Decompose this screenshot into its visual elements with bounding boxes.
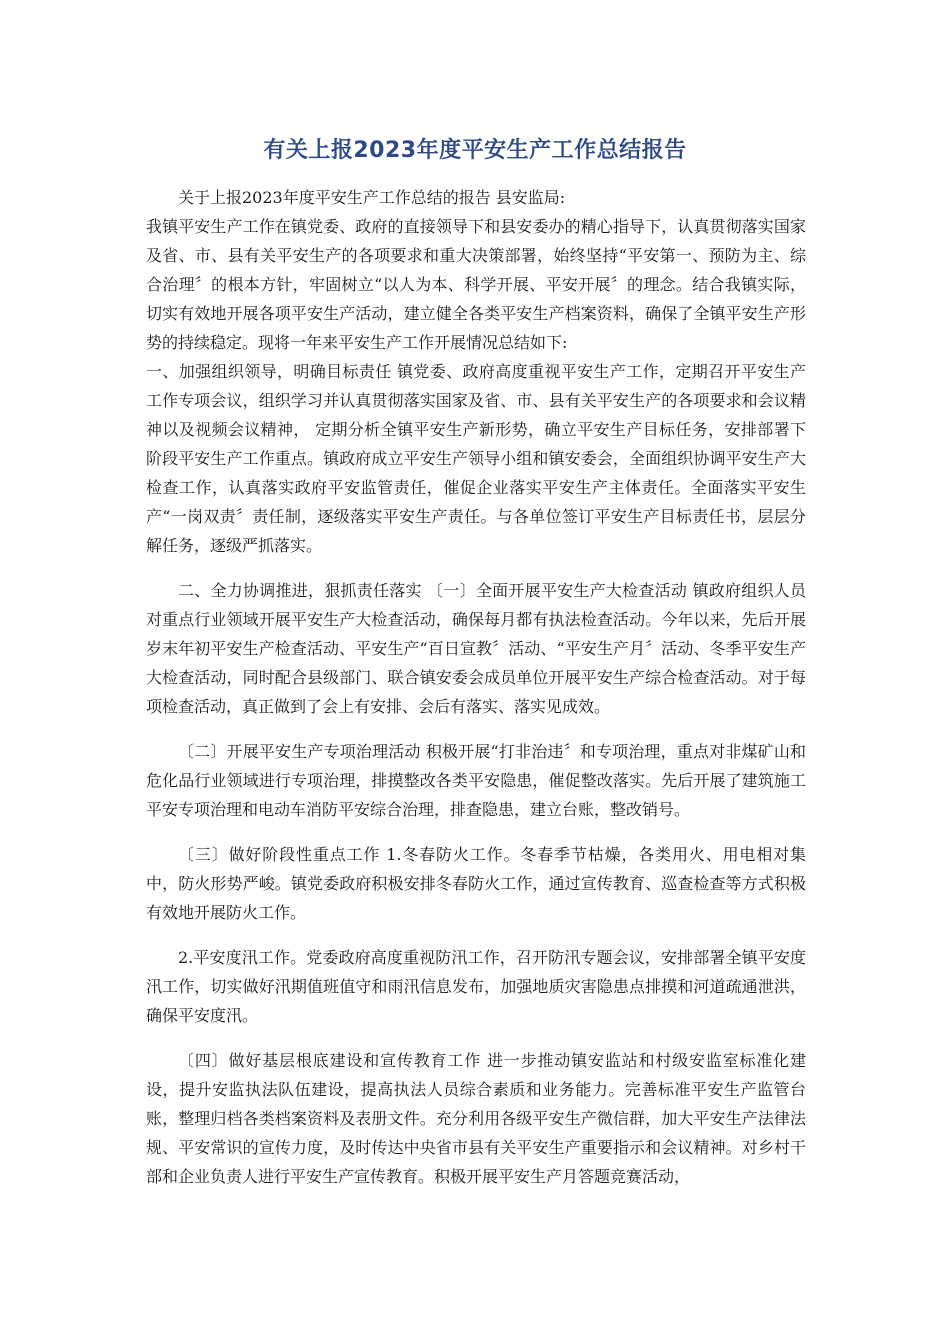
document-body <box>146 183 806 1191</box>
paragraph-section-one: 一、加强组织领导，明确目标责任 镇党委、政府高度重视平安生产工作，定期召开平安生产工作专项会议，组织学习并认真贯彻落实国家及省、市、县有关平安生产的各项要求和会议精神以及视频会议精神， 定期分析全镇平安生产新形势，确立平安生产目标任务，安排部署下阶段平安生产工作重点。镇政府成立平安生产领导小组和镇安委会，全面组织协调平安生产大检查工作，认真落实政府平安监管责任，催促企业落实平安生产主体责任。全面落实平安生产“一岗双责〞责任制，逐级落实平安生产责任。与各单位签订平安生产目标责任书，层层分解任务，逐级严抓落实。 <box>146 362 806 555</box>
paragraph-item-four: 〔四〕做好基层根底建设和宣传教育工作 进一步推动镇安监站和村级安监室标准化建设，提升安监执法队伍建设，提高执法人员综合素质和业务能力。完善标准平安生产监管台账，整理归档各类档案资料及表册文件。充分利用各级平安生产微信群，加大平安生产法律法规、平安常识的宣传力度，及时传达中央省市县有关平安生产重要指示和会议精神。对乡村干部和企业负责人进行平安生产宣传教育。积极开展平安生产月答题竞赛活动， <box>146 1051 806 1186</box>
paragraph-intro: 我镇平安生产工作在镇党委、政府的直接领导下和县安委办的精心指导下，认真贯彻落实国家及省、市、县有关平安生产的各项要求和重大决策部署，始终坚持“平安第一、预防为主、综合治理〞的根本方针，牢固树立“以人为本、科学开展、平安开展〞的理念。结合我镇实际，切实有效地开展各项平安生产活动，建立健全各类平安生产档案资料，确保了全镇平安生产形势的持续稳定。现将一年来平安生产工作开展情况总结如下: <box>146 217 806 352</box>
paragraph-item-three: 〔三〕做好阶段性重点工作 1.冬春防火工作。冬春季节枯燥，各类用火、用电相对集中，防火形势严峻。镇党委政府积极安排冬春防火工作，通过宣传教育、巡查检查等方式积极有效地开展防火工作。 <box>146 845 806 922</box>
paragraph-flood-safety: 2.平安度汛工作。党委政府高度重视防汛工作，召开防汛专题会议，安排部署全镇平安度汛工作，切实做好汛期值班值守和雨汛信息发布，加强地质灾害隐患点排摸和河道疏通泄洪，确保平安度汛。 <box>146 948 806 1025</box>
document-title: 有关上报2023年度平安生产工作总结报告 <box>263 138 687 163</box>
paragraph-section-two: 二、全力协调推进，狠抓责任落实 〔一〕全面开展平安生产大检查活动 镇政府组织人员对重点行业领域开展平安生产大检查活动，确保每月都有执法检查活动。今年以来，先后开展岁末年初平安生产检查活动、平安生产“百日宣教〞活动、“平安生产月〞活动、冬季平安生产大检查活动，同时配合县级部门、联合镇安委会成员单位开展平安生产综合检查活动。对于每项检查活动，真正做到了会上有安排、会后有落实、落实见成效。 <box>146 581 806 716</box>
paragraph-salutation: 关于上报2023年度平安生产工作总结的报告 县安监局: <box>178 188 566 207</box>
paragraph-item-two: 〔二〕开展平安生产专项治理活动 积极开展“打非治违〞和专项治理，重点对非煤矿山和危化品行业领域进行专项治理，排摸整改各类平安隐患，催促整改落实。先后开展了建筑施工平安专项治理和电动车消防平安综合治理，排查隐患，建立台账，整改销号。 <box>146 742 806 819</box>
